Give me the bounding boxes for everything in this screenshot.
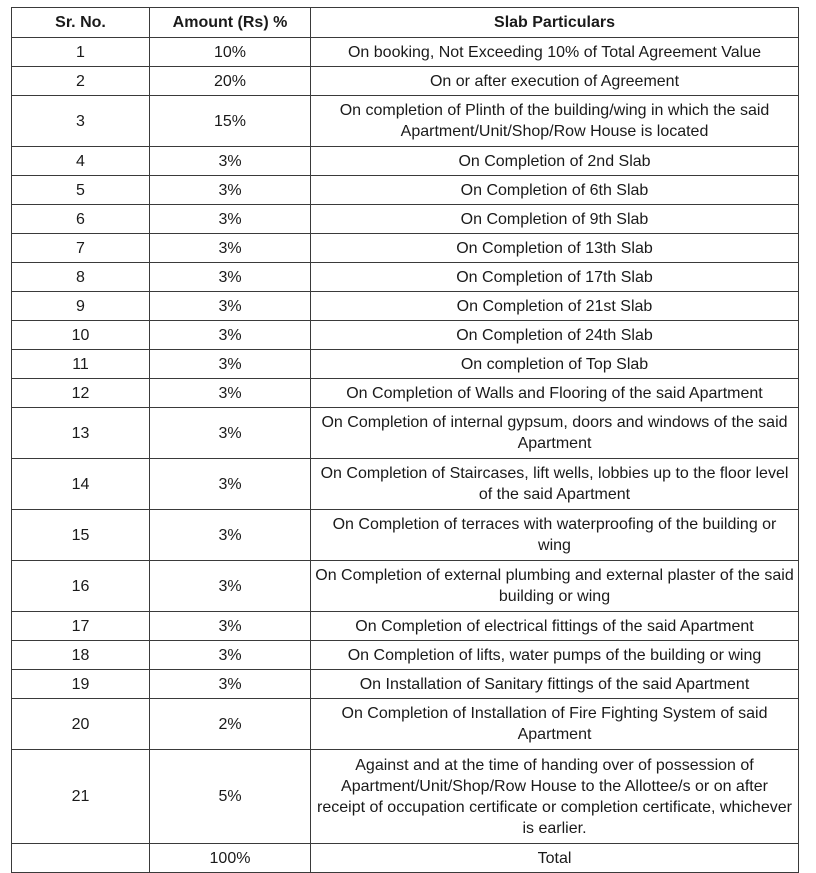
amount-cell: 3% bbox=[150, 379, 311, 408]
particulars-cell: On Completion of lifts, water pumps of the building or wing bbox=[311, 641, 799, 670]
sr-no-cell: 6 bbox=[12, 205, 150, 234]
table-row bbox=[12, 350, 799, 379]
table-row bbox=[12, 561, 799, 612]
sr-no-cell: 18 bbox=[12, 641, 150, 670]
table-row bbox=[12, 96, 799, 147]
amount-cell: 3% bbox=[150, 321, 311, 350]
amount-cell: 5% bbox=[150, 750, 311, 844]
particulars-cell: Against and at the time of handing over of possession of Apartment/Unit/Shop/Row House to the Allottee/s or on after receipt of occupation certificate or completion certificate, whichever is earlier. bbox=[311, 750, 799, 844]
sr-no-cell: 4 bbox=[12, 147, 150, 176]
table-row bbox=[12, 379, 799, 408]
particulars-cell: On Completion of internal gypsum, doors and windows of the said Apartment bbox=[311, 408, 799, 459]
sr-no-cell: 16 bbox=[12, 561, 150, 612]
sr-no-cell: 7 bbox=[12, 234, 150, 263]
sr-no-cell: 11 bbox=[12, 350, 150, 379]
sr-no-cell: 17 bbox=[12, 612, 150, 641]
sr-no-cell: 21 bbox=[12, 750, 150, 844]
amount-cell: 3% bbox=[150, 292, 311, 321]
table-row bbox=[12, 263, 799, 292]
sr-no-cell: 3 bbox=[12, 96, 150, 147]
total-row bbox=[12, 844, 799, 873]
amount-cell: 3% bbox=[150, 561, 311, 612]
particulars-cell: On Completion of 13th Slab bbox=[311, 234, 799, 263]
sr-no-cell: 8 bbox=[12, 263, 150, 292]
amount-cell: 10% bbox=[150, 38, 311, 67]
sr-no-cell: 20 bbox=[12, 699, 150, 750]
table-body bbox=[12, 38, 799, 873]
total-sr-cell bbox=[12, 844, 150, 873]
sr-no-cell: 19 bbox=[12, 670, 150, 699]
payment-schedule-table bbox=[11, 7, 799, 873]
table-row bbox=[12, 750, 799, 844]
table-header bbox=[12, 8, 799, 38]
particulars-cell: On completion of Top Slab bbox=[311, 350, 799, 379]
amount-cell: 20% bbox=[150, 67, 311, 96]
table-row bbox=[12, 67, 799, 96]
amount-cell: 3% bbox=[150, 147, 311, 176]
sr-no-cell: 14 bbox=[12, 459, 150, 510]
particulars-cell: On Completion of 9th Slab bbox=[311, 205, 799, 234]
sr-no-cell: 2 bbox=[12, 67, 150, 96]
particulars-cell: On completion of Plinth of the building/wing in which the said Apartment/Unit/Shop/Row House is located bbox=[311, 96, 799, 147]
particulars-cell: On Completion of electrical fittings of the said Apartment bbox=[311, 612, 799, 641]
particulars-cell: On Completion of Walls and Flooring of the said Apartment bbox=[311, 379, 799, 408]
particulars-cell: On or after execution of Agreement bbox=[311, 67, 799, 96]
table-row bbox=[12, 321, 799, 350]
particulars-cell: On Completion of terraces with waterproofing of the building or wing bbox=[311, 510, 799, 561]
amount-cell: 3% bbox=[150, 670, 311, 699]
particulars-cell: On Completion of 24th Slab bbox=[311, 321, 799, 350]
sr-no-cell: 9 bbox=[12, 292, 150, 321]
particulars-cell: On booking, Not Exceeding 10% of Total Agreement Value bbox=[311, 38, 799, 67]
table-row bbox=[12, 510, 799, 561]
amount-cell: 3% bbox=[150, 263, 311, 292]
table-row bbox=[12, 234, 799, 263]
amount-cell: 3% bbox=[150, 205, 311, 234]
amount-cell: 3% bbox=[150, 459, 311, 510]
table-row bbox=[12, 699, 799, 750]
particulars-cell: On Completion of 21st Slab bbox=[311, 292, 799, 321]
table-row bbox=[12, 459, 799, 510]
sr-no-cell: 12 bbox=[12, 379, 150, 408]
sr-no-cell: 13 bbox=[12, 408, 150, 459]
amount-cell: 2% bbox=[150, 699, 311, 750]
table-row bbox=[12, 176, 799, 205]
table-row bbox=[12, 147, 799, 176]
table-row bbox=[12, 292, 799, 321]
amount-cell: 3% bbox=[150, 234, 311, 263]
sr-no-cell: 10 bbox=[12, 321, 150, 350]
sr-no-cell: 5 bbox=[12, 176, 150, 205]
sr-no-cell: 15 bbox=[12, 510, 150, 561]
particulars-cell: On Installation of Sanitary fittings of the said Apartment bbox=[311, 670, 799, 699]
amount-cell: 3% bbox=[150, 612, 311, 641]
table-row bbox=[12, 38, 799, 67]
particulars-cell: On Completion of Installation of Fire Fighting System of said Apartment bbox=[311, 699, 799, 750]
header-sr-no: Sr. No. bbox=[12, 8, 150, 38]
amount-cell: 3% bbox=[150, 350, 311, 379]
particulars-cell: On Completion of external plumbing and external plaster of the said building or wing bbox=[311, 561, 799, 612]
table-row bbox=[12, 612, 799, 641]
amount-cell: 3% bbox=[150, 176, 311, 205]
header-row bbox=[12, 8, 799, 38]
header-amount: Amount (Rs) % bbox=[150, 8, 311, 38]
table-row bbox=[12, 670, 799, 699]
particulars-cell: On Completion of 17th Slab bbox=[311, 263, 799, 292]
table-row bbox=[12, 408, 799, 459]
total-label-cell: Total bbox=[311, 844, 799, 873]
particulars-cell: On Completion of 2nd Slab bbox=[311, 147, 799, 176]
table-row bbox=[12, 641, 799, 670]
amount-cell: 3% bbox=[150, 641, 311, 670]
particulars-cell: On Completion of 6th Slab bbox=[311, 176, 799, 205]
sr-no-cell: 1 bbox=[12, 38, 150, 67]
total-amount-cell: 100% bbox=[150, 844, 311, 873]
amount-cell: 3% bbox=[150, 510, 311, 561]
amount-cell: 3% bbox=[150, 408, 311, 459]
table-row bbox=[12, 205, 799, 234]
header-slab-particulars: Slab Particulars bbox=[311, 8, 799, 38]
particulars-cell: On Completion of Staircases, lift wells, lobbies up to the floor level of the said Apartment bbox=[311, 459, 799, 510]
amount-cell: 15% bbox=[150, 96, 311, 147]
